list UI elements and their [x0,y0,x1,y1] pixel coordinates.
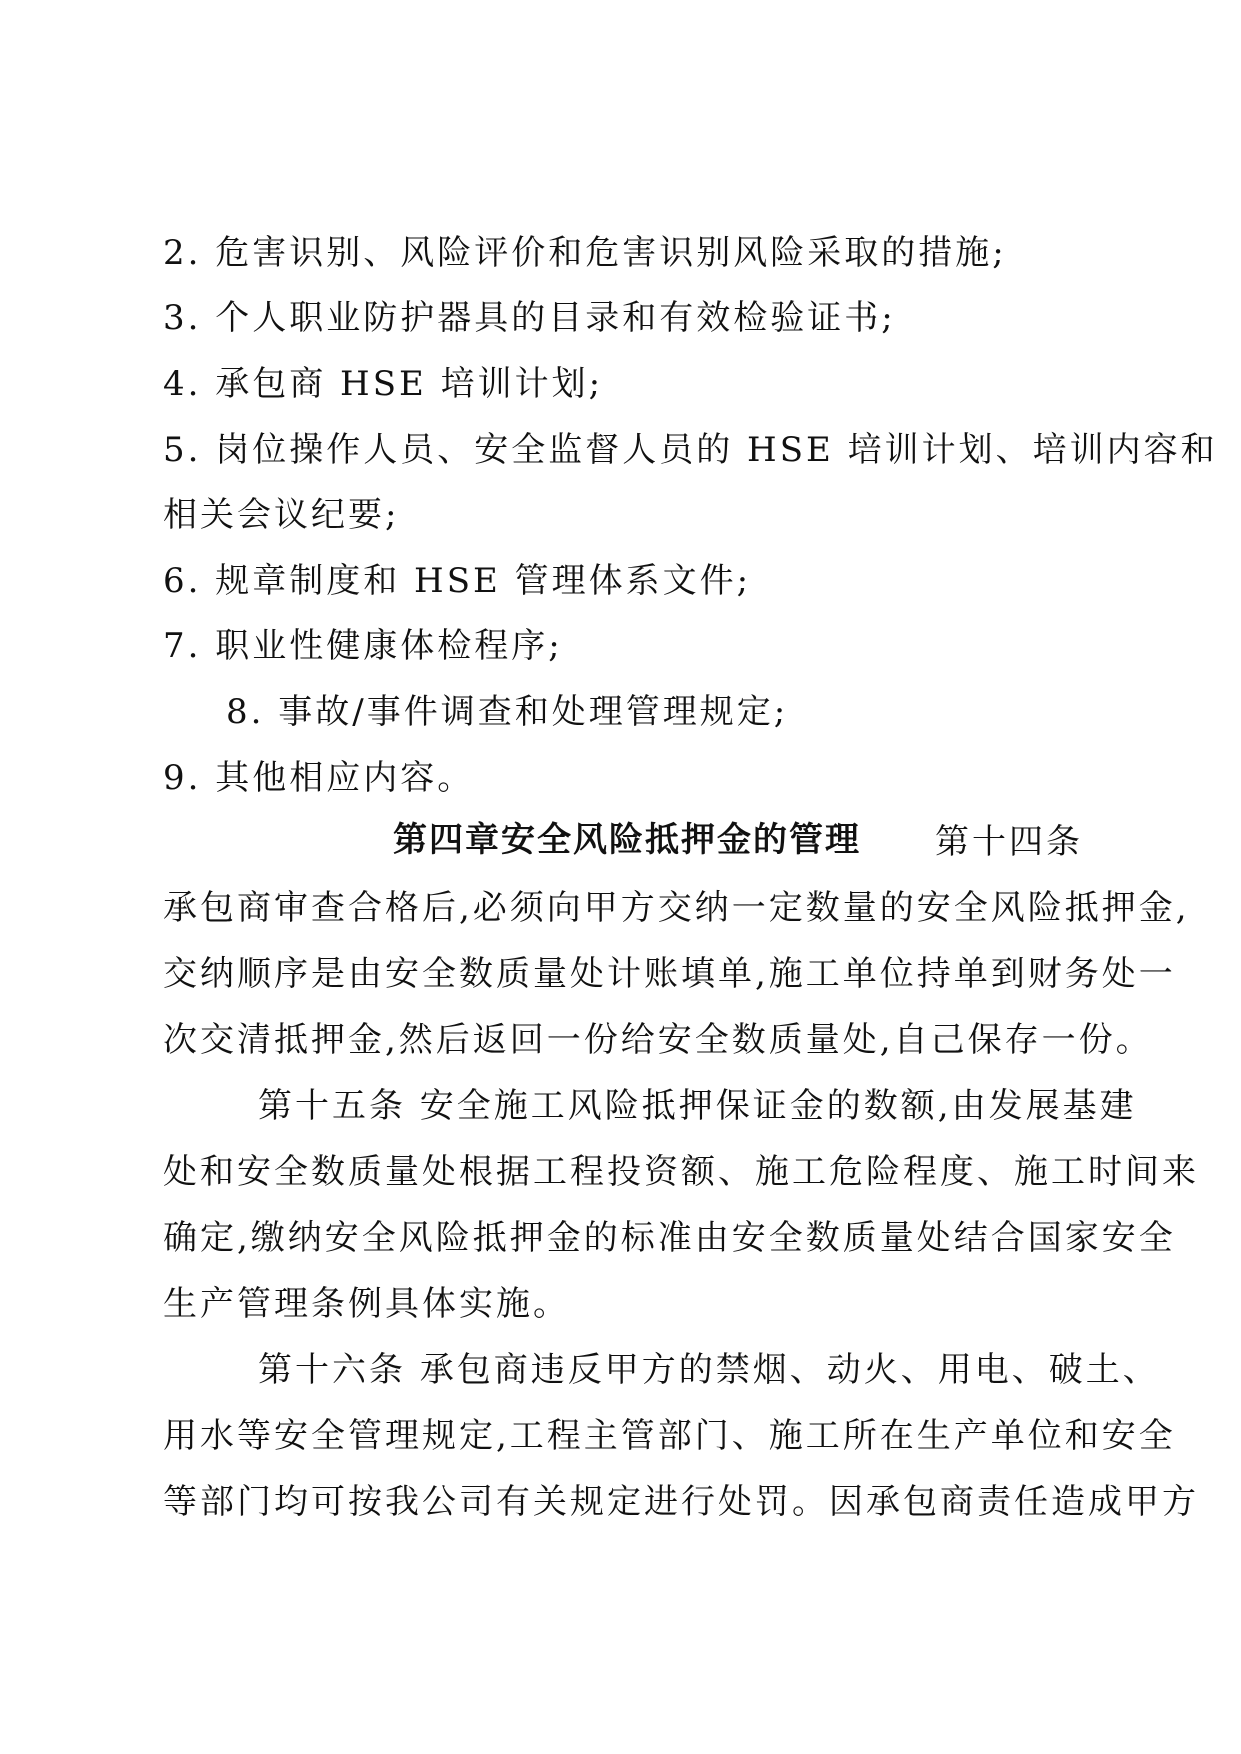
article-14-line-1: 承包商审查合格后,必须向甲方交纳一定数量的安全风险抵押金, [163,888,1190,928]
article-14-line-3: 次交清抵押金,然后返回一份给安全数质量处,自己保存一份。 [163,1020,1153,1060]
article-16-line-3: 等部门均可按我公司有关规定进行处罚。因承包商责任造成甲方 [163,1482,1199,1522]
list-item-4: 4. 承包商 HSE 培训计划; [163,364,604,404]
article-16-line-2: 用水等安全管理规定,工程主管部门、施工所在生产单位和安全 [163,1416,1176,1456]
list-item-7: 7. 职业性健康体检程序; [163,626,563,666]
list-item-5: 5. 岗位操作人员、安全监督人员的 HSE 培训计划、培训内容和 [163,430,1218,470]
article-15-line-3: 确定,缴纳安全风险抵押金的标准由安全数质量处结合国家安全 [163,1218,1176,1258]
list-item-8: 8. 事故/事件调查和处理管理规定; [226,692,789,732]
list-item-6: 6. 规章制度和 HSE 管理体系文件; [163,561,752,601]
article-15-line-4: 生产管理条例具体实施。 [163,1284,570,1324]
list-item-9: 9. 其他相应内容。 [163,758,475,798]
list-item-2: 2. 危害识别、风险评价和危害识别风险采取的措施; [163,233,1007,273]
article-14-line-2: 交纳顺序是由安全数质量处计账填单,施工单位持单到财务处一 [163,954,1176,994]
list-item-5-continued: 相关会议纪要; [163,495,400,535]
article-15-line-2: 处和安全数质量处根据工程投资额、施工危险程度、施工时间来 [163,1152,1199,1192]
list-item-3: 3. 个人职业防护器具的目录和有效检验证书; [163,298,896,338]
chapter-title: 第四章安全风险抵押金的管理 [393,820,861,860]
article-15-line-1: 第十五条 安全施工风险抵押保证金的数额,由发展基建 [258,1086,1137,1126]
article-14-label: 第十四条 [935,822,1083,862]
article-16-line-1: 第十六条 承包商违反甲方的禁烟、动火、用电、破土、 [258,1350,1160,1390]
